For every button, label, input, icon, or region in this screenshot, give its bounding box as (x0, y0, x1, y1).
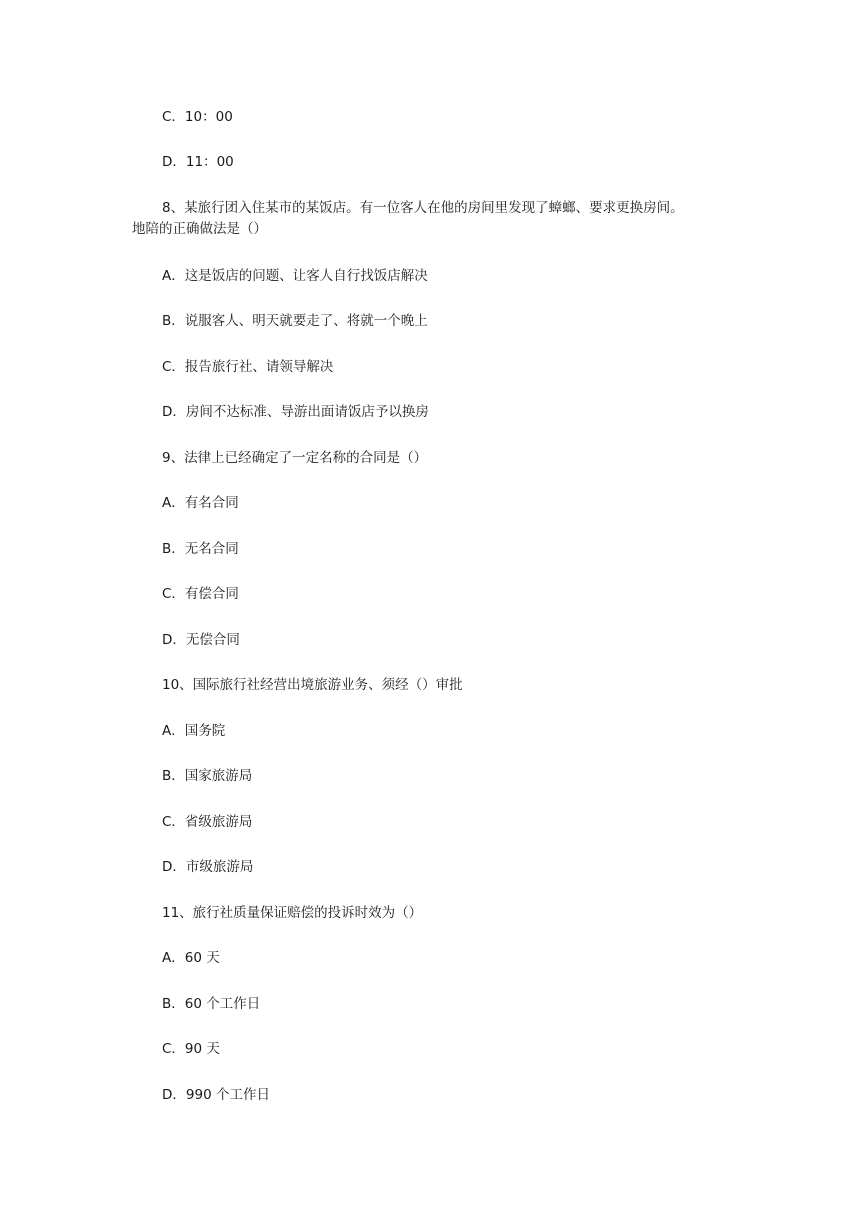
option-d-q7: D．11：00 (162, 154, 234, 170)
option-a-q10: A．国务院 (162, 723, 226, 739)
option-a-q8: A．这是饭店的问题、让客人自行找饭店解决 (162, 268, 428, 284)
option-c-q7: C．10：00 (162, 109, 233, 125)
option-b-q9: B．无名合同 (162, 541, 239, 557)
option-c-q11: C．90 天 (162, 1041, 220, 1057)
question-8-line-1: 8、某旅行团入住某市的某饭店。有一位客人在他的房间里发现了蟑螂、要求更换房间。 (162, 200, 684, 216)
option-b-q8: B．说服客人、明天就要走了、将就一个晚上 (162, 313, 428, 329)
option-c-q10: C．省级旅游局 (162, 814, 253, 830)
question-9: 9、法律上已经确定了一定名称的合同是（） (162, 450, 428, 466)
option-d-q8: D．房间不达标准、导游出面请饭店予以换房 (162, 404, 429, 420)
option-a-q11: A．60 天 (162, 950, 220, 966)
question-11: 11、旅行社质量保证赔偿的投诉时效为（） (162, 905, 423, 921)
option-d-q9: D．无偿合同 (162, 632, 240, 648)
question-8-line-2: 地陪的正确做法是（） (132, 221, 267, 237)
option-d-q11: D．990 个工作日 (162, 1087, 270, 1103)
option-b-q11: B．60 个工作日 (162, 996, 261, 1012)
option-c-q8: C．报告旅行社、请领导解决 (162, 359, 334, 375)
option-b-q10: B．国家旅游局 (162, 768, 253, 784)
option-d-q10: D．市级旅游局 (162, 859, 254, 875)
option-c-q9: C．有偿合同 (162, 586, 239, 602)
question-10: 10、国际旅行社经营出境旅游业务、须经（）审批 (162, 677, 463, 693)
option-a-q9: A．有名合同 (162, 495, 239, 511)
